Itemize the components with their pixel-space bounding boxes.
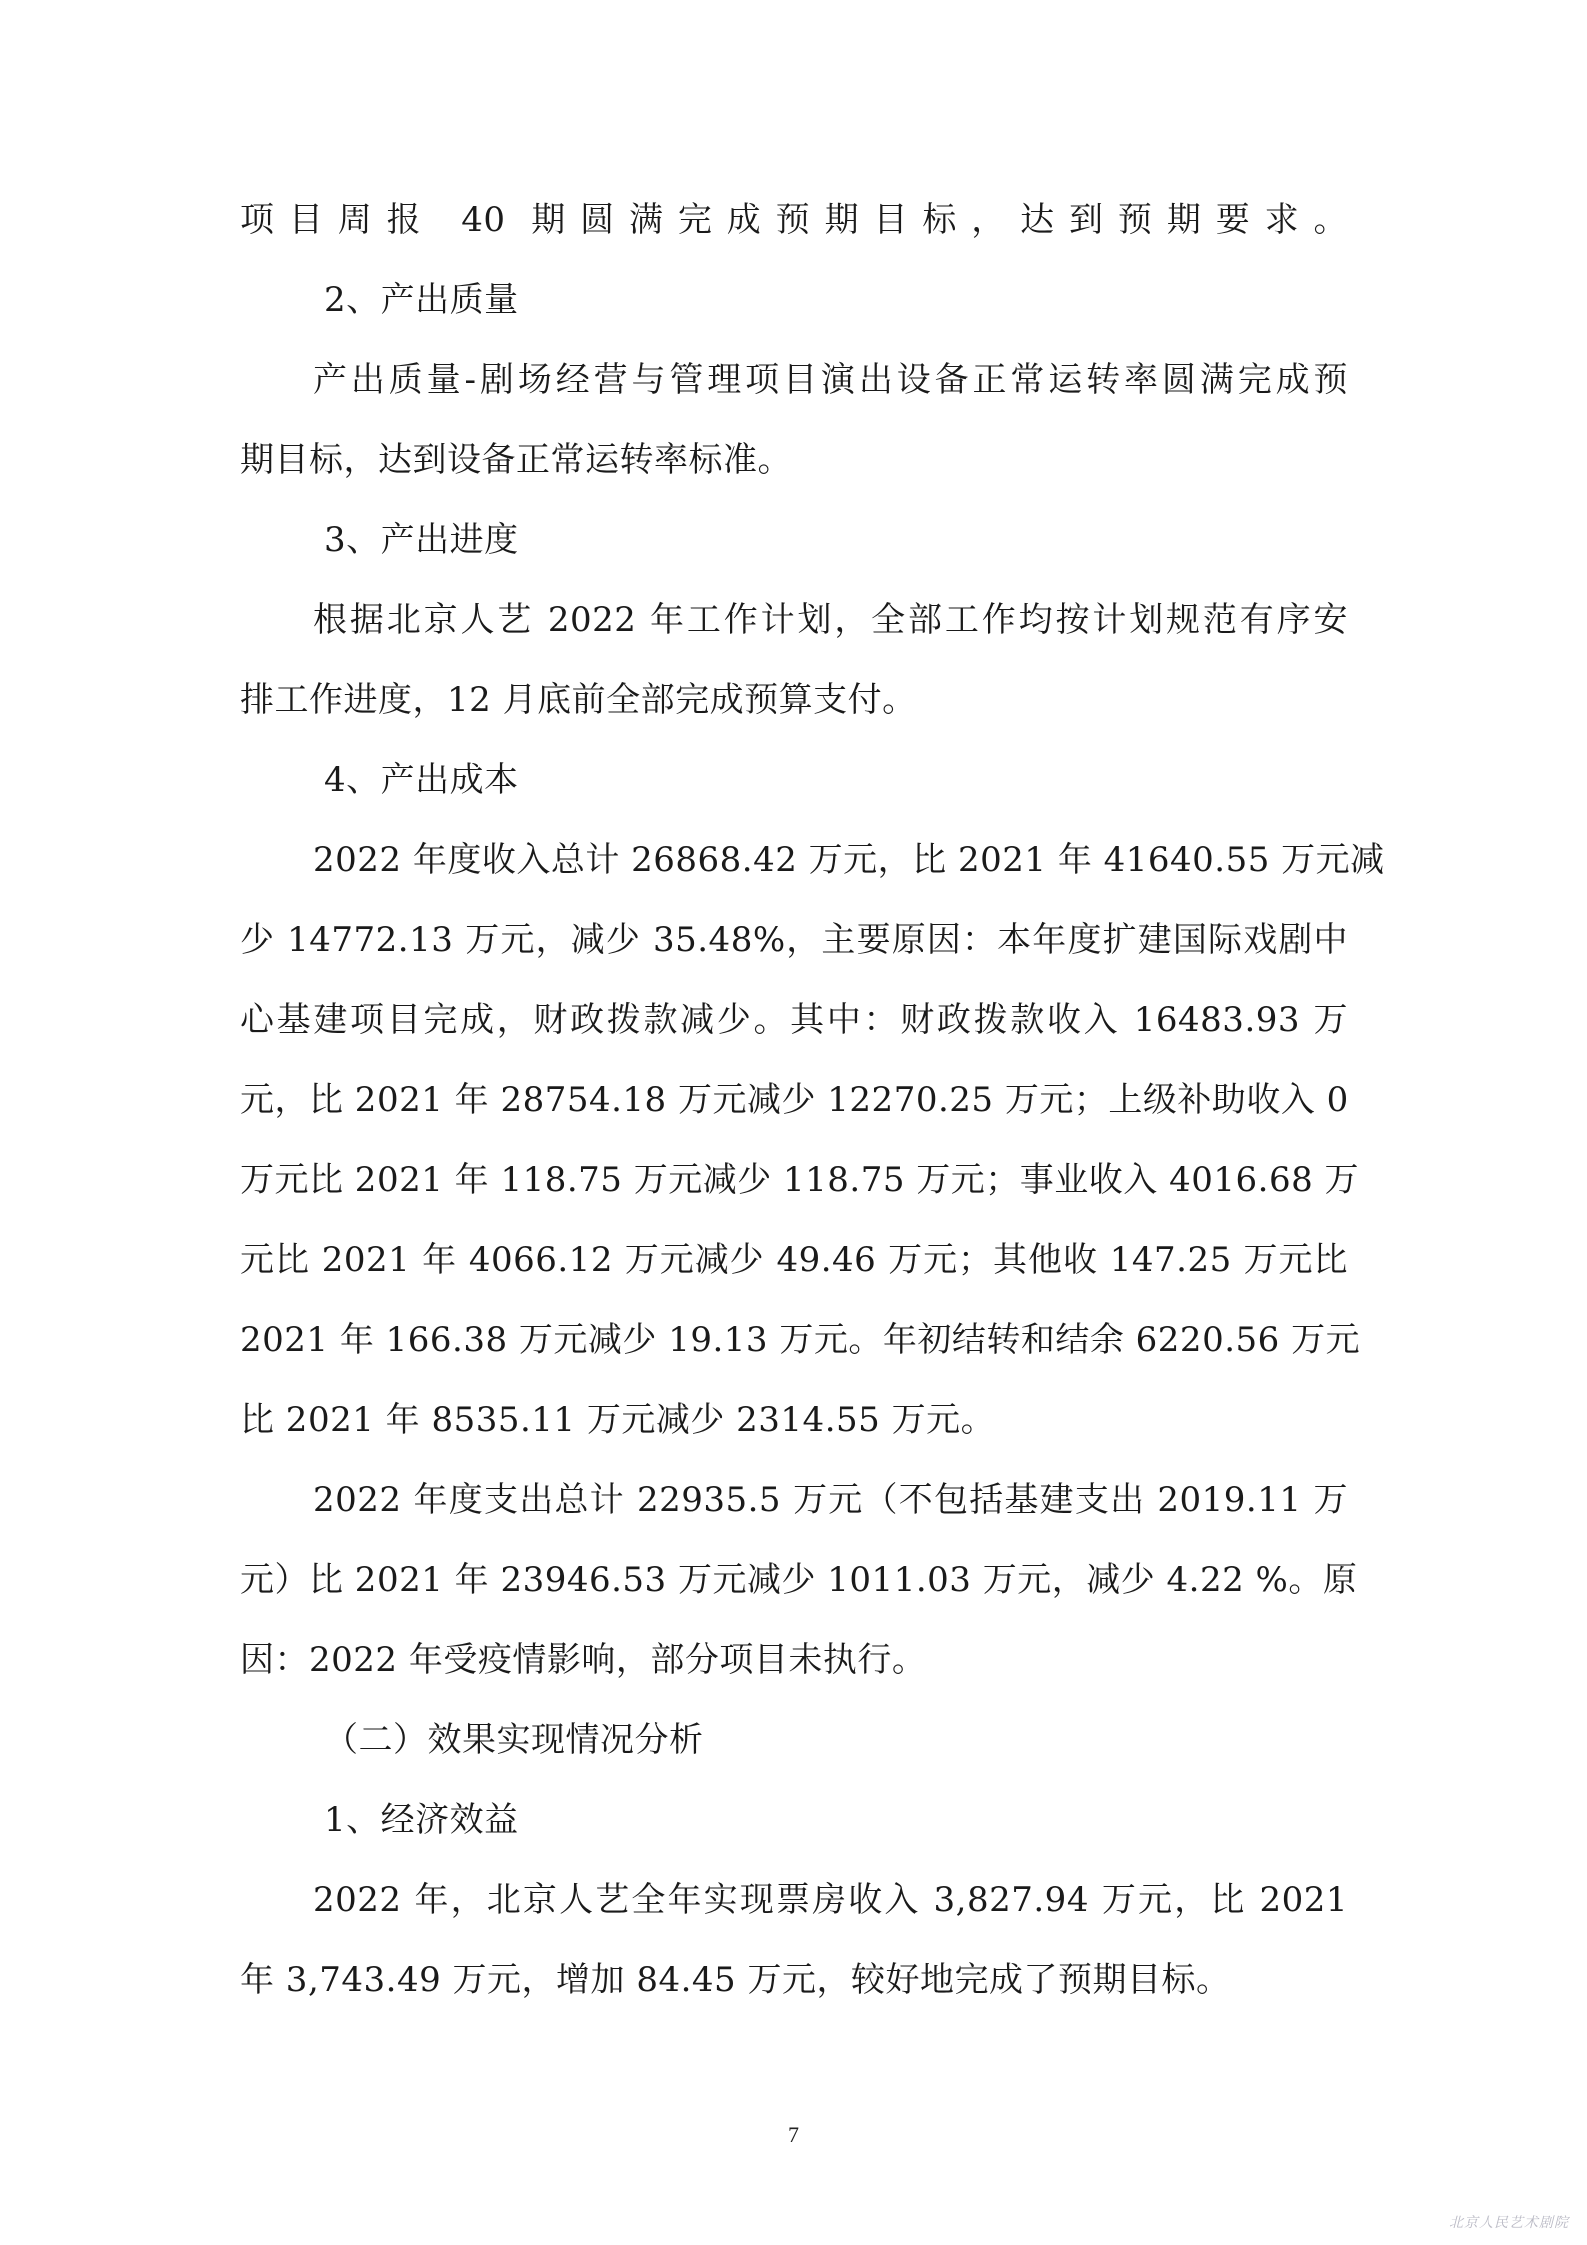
paragraph-line: 2022 年，北京人艺全年实现票房收入 3,827.94 万元，比 2021	[313, 1880, 1348, 1920]
paragraph-line: 元，比 2021 年 28754.18 万元减少 12270.25 万元；上级补助收入 0	[240, 1080, 1349, 1120]
section-heading: （二）效果实现情况分析	[324, 1720, 704, 1760]
section-heading: 3、产出进度	[324, 520, 519, 560]
paragraph-line: 元）比 2021 年 23946.53 万元减少 1011.03 万元，减少 4.22 %。原	[240, 1560, 1358, 1600]
paragraph-line: 因：2022 年受疫情影响，部分项目未执行。	[240, 1640, 927, 1680]
watermark-text: 北京人民艺术剧院	[1449, 2215, 1569, 2231]
paragraph-line: 根据北京人艺 2022 年工作计划，全部工作均按计划规范有序安	[313, 600, 1348, 640]
paragraph-line: 心基建项目完成，财政拨款减少。其中：财政拨款收入 16483.93 万	[240, 1000, 1348, 1040]
section-heading: 1、经济效益	[324, 1800, 519, 1840]
paragraph-line: 2022 年度收入总计 26868.42 万元，比 2021 年 41640.55 万元减	[313, 840, 1385, 880]
paragraph-line: 2022 年度支出总计 22935.5 万元（不包括基建支出 2019.11 万	[313, 1480, 1348, 1520]
paragraph-line: 项目周报 40 期圆满完成预期目标，达到预期要求。	[240, 200, 1348, 240]
paragraph-line: 排工作进度，12 月底前全部完成预算支付。	[240, 680, 917, 720]
paragraph-line: 2021 年 166.38 万元减少 19.13 万元。年初结转和结余 6220.56 万元	[240, 1320, 1361, 1360]
page-number: 7	[788, 2122, 799, 2147]
section-heading: 4、产出成本	[324, 760, 519, 800]
paragraph-line: 比 2021 年 8535.11 万元减少 2314.55 万元。	[240, 1400, 996, 1440]
paragraph-line: 万元比 2021 年 118.75 万元减少 118.75 万元；事业收入 4016.68 万	[240, 1160, 1360, 1200]
paragraph-line: 年 3,743.49 万元，增加 84.45 万元，较好地完成了预期目标。	[240, 1960, 1231, 2000]
paragraph-line: 元比 2021 年 4066.12 万元减少 49.46 万元；其他收 147.25 万元比	[240, 1240, 1348, 1280]
paragraph-line: 产出质量-剧场经营与管理项目演出设备正常运转率圆满完成预	[313, 360, 1348, 400]
paragraph-line: 期目标，达到设备正常运转率标准。	[240, 440, 792, 480]
section-heading: 2、产出质量	[324, 280, 519, 320]
paragraph-line: 少 14772.13 万元，减少 35.48%，主要原因：本年度扩建国际戏剧中	[240, 920, 1348, 960]
